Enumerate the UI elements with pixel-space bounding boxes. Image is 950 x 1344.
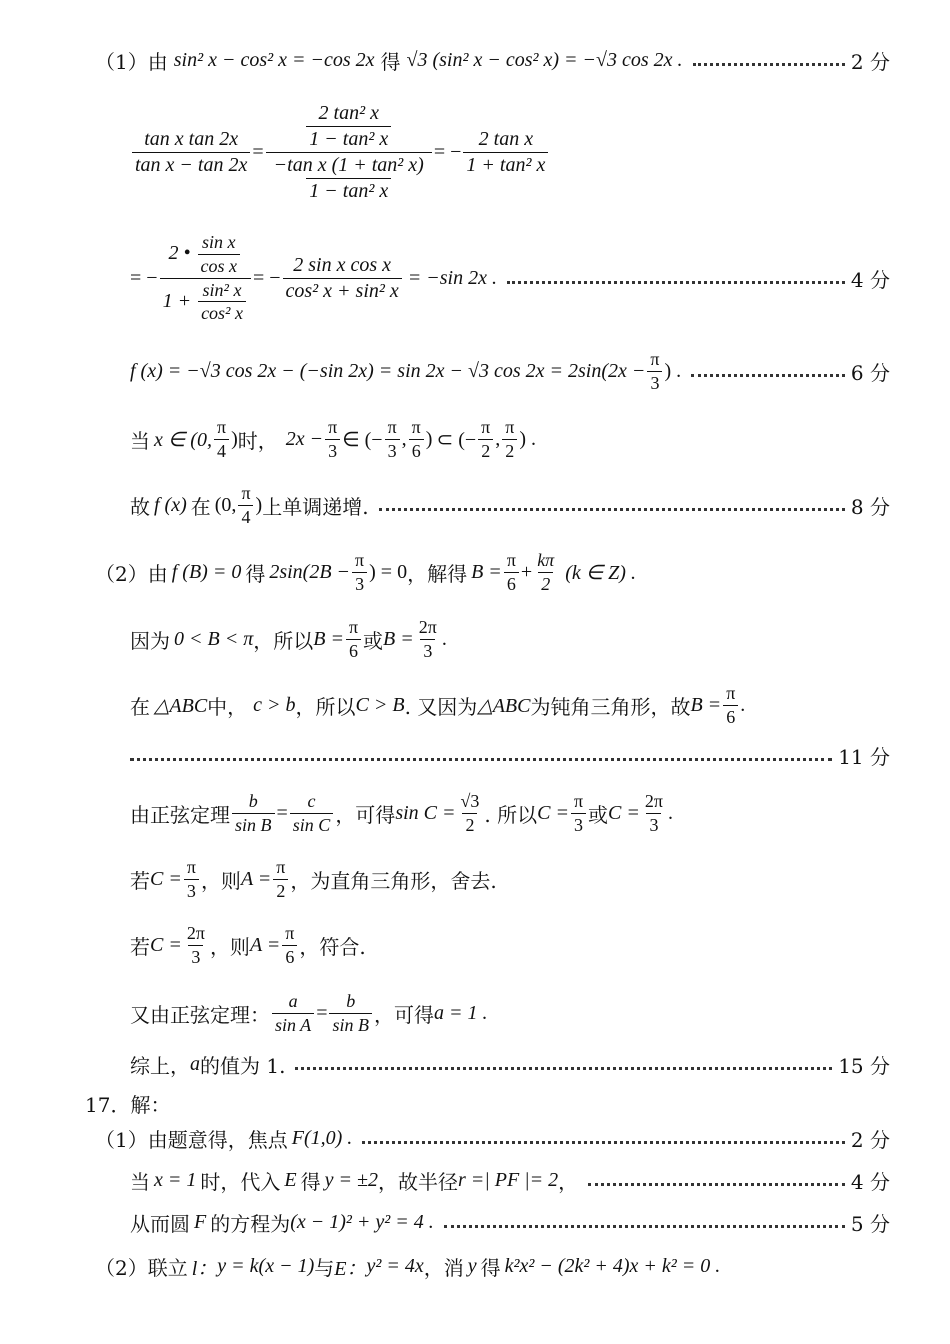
question-17-title: 17．解： [85, 1092, 171, 1117]
comma: ， [558, 1169, 579, 1194]
text-in: 在 [130, 694, 150, 719]
text-fits: ，符合. [299, 934, 366, 959]
rhs1-den: 1 + tan² x [463, 152, 548, 176]
three: 3 [325, 439, 340, 461]
equals-neg-sign: = − [130, 266, 158, 289]
nd-den: 1 − tan² x [306, 178, 391, 202]
text-obtuse: 为钝角三角形，故 [530, 694, 691, 719]
pi-over-6 [409, 418, 424, 461]
p1-fx-line [130, 346, 890, 396]
pi: π [186, 856, 196, 877]
score-15: 15 分 [838, 1053, 890, 1078]
E: E： [334, 1257, 367, 1280]
y-pm-2: y = ±2 [324, 1168, 378, 1191]
text-so: ，所以 [295, 694, 356, 719]
2pi-over-3 [184, 924, 208, 967]
text-because: 因为 [130, 628, 170, 653]
2pi-over-3 [416, 618, 440, 661]
sinA: sin A [272, 1013, 314, 1035]
three: 3 [571, 813, 586, 835]
pi-over-2 [502, 418, 517, 461]
equals-sign: = [276, 801, 288, 824]
p2-line2 [130, 612, 950, 666]
pi: π [355, 549, 365, 570]
score-2: 2 分 [850, 49, 890, 74]
B-eq: B = [313, 627, 344, 650]
mid-den: cos² x + sin² x [283, 278, 402, 302]
sinB: sin B [329, 1013, 372, 1035]
text-dang: 当 [130, 428, 150, 453]
pi-over-3 [325, 418, 340, 461]
r-eq-PF: r =| PF |= 2 [457, 1168, 559, 1191]
sin-cos-fraction [160, 233, 251, 324]
two-x-minus: 2x − [285, 427, 324, 450]
paren: ) [231, 427, 238, 450]
text-zai: 在 [190, 494, 211, 519]
pi: π [726, 682, 736, 703]
text-then: ，则 [200, 868, 241, 893]
three: 3 [385, 439, 400, 461]
fx-expression: f (x) = −√3 cos 2x − (−sin 2x) = sin 2x − √3 cos 2x = 2sin(2x − [130, 359, 646, 382]
pi-over-3 [385, 418, 400, 461]
text-obtain: ，可得 [335, 802, 396, 827]
nn-den: 1 − tan² x [306, 126, 391, 150]
period: . [740, 693, 746, 716]
nested-num [301, 103, 396, 152]
text-if: 若 [130, 868, 150, 893]
sqrt3-over-2 [458, 792, 483, 835]
three: 3 [184, 879, 199, 901]
text-de: 得 [245, 561, 266, 586]
result-neg-sin2x: = −sin 2x . [407, 266, 497, 289]
period: . [667, 801, 673, 824]
two: 2 [502, 439, 517, 461]
p1-thus-line [130, 478, 890, 532]
pi-over-2 [273, 858, 288, 901]
pi-over-6 [723, 684, 738, 727]
p2-case2 [130, 918, 950, 972]
text-de: 得 [480, 1255, 501, 1280]
p1-line1 [95, 40, 890, 80]
sc-num [166, 233, 246, 278]
text-then: ，则 [209, 934, 250, 959]
nested-den-frac [271, 155, 427, 202]
pi-over-4 [238, 484, 253, 527]
pi-over-6 [504, 551, 519, 594]
fB-zero: f (B) = 0 [171, 560, 242, 583]
pi: π [276, 856, 286, 877]
equals-neg-sign: = − [252, 266, 281, 289]
three: 3 [646, 813, 661, 835]
sin-expression: 2sin(2B − [269, 560, 351, 583]
A-eq: A = [249, 933, 281, 956]
lhs-den: tan x − tan 2x [132, 152, 250, 176]
mid-fraction [283, 255, 402, 302]
q17-title [85, 1088, 950, 1118]
x-in: x ∈ (0, [154, 428, 212, 451]
six: 6 [504, 572, 519, 594]
pi-over-3 [184, 858, 199, 901]
c-over-sinC [290, 792, 334, 835]
B-eq: B = [690, 693, 722, 716]
text-sine-law-again: 又由正弦定理： [130, 1002, 270, 1027]
pi-over-2 [478, 418, 493, 461]
equals-neg-sign: = − [433, 140, 462, 163]
B-eq: B = [383, 627, 414, 650]
lhs-num: tan x tan 2x [144, 127, 239, 150]
q17-line2 [130, 1164, 890, 1196]
cos2: cos² x [198, 301, 246, 323]
b: b [248, 790, 258, 811]
text-radius: ，故半径 [377, 1169, 458, 1194]
rhs1-num: 2 tan x [478, 127, 534, 150]
text-value: 的值为 1. [200, 1053, 286, 1078]
a-over-sinA [272, 992, 314, 1035]
sin2: sin² x [202, 279, 242, 300]
C-eq: C = [608, 801, 640, 824]
part2-label: （2） [95, 1255, 148, 1280]
B-eq: B = [471, 560, 502, 583]
kpi-over-2 [534, 551, 557, 594]
score-4: 4 分 [850, 267, 890, 292]
sinC: sin C [290, 813, 334, 835]
three: 3 [352, 572, 367, 594]
text-you: 由 [147, 49, 168, 74]
text-when: 当 [130, 1169, 150, 1194]
two-pi: 2π [644, 790, 663, 811]
text-eliminate: ，消 [423, 1255, 464, 1280]
p2-score-line [130, 740, 890, 770]
equals-sign: = [316, 1001, 328, 1024]
nested-fraction [266, 103, 432, 202]
line-l: l： [191, 1257, 218, 1280]
text-focus: 由题意得，焦点 [147, 1127, 288, 1152]
sinx-cosx [198, 233, 240, 276]
period: . [441, 627, 447, 650]
comma: , [495, 427, 501, 450]
q17-line3 [130, 1206, 890, 1238]
circle-equation: (x − 1)² + y² = 4 . [290, 1210, 434, 1233]
p2-sine-law [130, 786, 950, 840]
plus: + [520, 560, 533, 583]
c: c [307, 790, 316, 811]
a: a [288, 990, 298, 1011]
dot-leader [693, 63, 845, 66]
cosx: cos x [198, 254, 240, 276]
a-var: a [190, 1052, 200, 1075]
dot-leader [588, 1183, 845, 1186]
text-in-summary: 综上， [130, 1053, 190, 1078]
pi-over-3 [352, 551, 367, 594]
pi: π [348, 616, 359, 637]
part2-label: （2） [95, 561, 148, 586]
text-or: 或 [588, 802, 609, 827]
rhs1-fraction [463, 129, 548, 176]
two-dot: 2 • [168, 241, 191, 264]
text-if: 若 [130, 934, 150, 959]
paren: ) [425, 427, 433, 450]
text-increasing: 上单调递增. [262, 494, 369, 519]
dot-leader [444, 1225, 845, 1228]
fx: f (x) [154, 493, 187, 516]
nn-num: 2 tan² x [318, 101, 379, 124]
two: 2 [462, 813, 477, 835]
one-plus: 1 + [162, 289, 192, 312]
text-and: 与 [314, 1255, 335, 1280]
F: F [194, 1210, 207, 1233]
equals-sign: = [252, 140, 264, 163]
text-equation: 的方程为 [210, 1211, 291, 1236]
six: 6 [282, 945, 297, 967]
mid-num: 2 sin x cos x [293, 253, 392, 276]
b-over-sinB [329, 992, 372, 1035]
text-combine: 联立 [147, 1255, 188, 1280]
2pi-over-3 [642, 792, 666, 835]
part1-label: （1） [95, 1127, 148, 1152]
text-substitute: 时，代入 [200, 1169, 281, 1194]
pi: π [481, 416, 491, 437]
p2-sine-law2 [130, 986, 950, 1040]
text-you: 由 [147, 561, 168, 586]
dot-leader [295, 1067, 832, 1070]
four: 4 [214, 439, 229, 461]
six: 6 [346, 639, 361, 661]
y-var: y [467, 1254, 477, 1277]
open-interval: (0, [214, 493, 237, 516]
kpi: kπ [537, 549, 555, 570]
six: 6 [723, 705, 738, 727]
text-sine-law: 由正弦定理 [130, 802, 230, 827]
pi: π [650, 348, 660, 369]
two-pi: 2π [418, 616, 437, 637]
dot-leader [362, 1141, 845, 1144]
pi: π [573, 790, 584, 811]
triangle-ABC: △ABC [154, 694, 208, 717]
eq-zero: ) = 0 [369, 560, 408, 583]
p1-line3 [130, 222, 890, 334]
score-6: 6 分 [850, 360, 890, 385]
line-equation: y = k(x − 1) [217, 1254, 315, 1277]
sinC-eq: sin C = [395, 801, 456, 824]
pi: π [505, 416, 515, 437]
p2-line1 [95, 545, 950, 599]
nested-den [266, 152, 432, 202]
comma: , [401, 427, 407, 450]
dot-leader [691, 374, 845, 377]
four: 4 [238, 505, 253, 527]
C-eq: C = [537, 801, 569, 824]
dot-leader [379, 508, 845, 511]
pi: π [411, 416, 421, 437]
text-obtain: ，可得 [373, 1002, 434, 1027]
paren: ) [255, 493, 263, 516]
text-de: 得 [380, 49, 401, 74]
sinx: sin x [202, 231, 236, 252]
close-paren: ) . [519, 427, 536, 450]
parabola-equation: y² = 4x [366, 1254, 424, 1277]
part1-label: （1） [95, 49, 148, 74]
two-pi: 2π [186, 922, 205, 943]
text-or: 或 [363, 628, 384, 653]
score-8: 8 分 [850, 494, 890, 519]
pi: π [216, 416, 227, 437]
pi: π [387, 416, 397, 437]
dot-leader [130, 758, 832, 761]
p2-case1 [130, 852, 950, 906]
k-in-Z: (k ∈ Z) . [565, 561, 636, 584]
three: 3 [420, 639, 435, 661]
p1-nested-fraction-line [130, 92, 950, 212]
focus-F: F(1,0) . [291, 1126, 353, 1149]
sc-den [160, 278, 251, 324]
pi-over-3 [571, 792, 586, 835]
sinB: sin B [232, 813, 275, 835]
lhs-fraction [132, 129, 250, 176]
score-5: 5 分 [850, 1211, 890, 1236]
c-gt-b: c > b [253, 693, 296, 716]
identity-math: sin² x − cos² x = −cos 2x [173, 48, 375, 71]
score-4: 4 分 [850, 1169, 890, 1194]
pi-over-6 [282, 924, 297, 967]
C-eq: C = [150, 933, 182, 956]
text-de: 得 [300, 1169, 321, 1194]
text-circle: 从而圆 [130, 1211, 190, 1236]
pi-over-3 [647, 350, 662, 393]
nested-num-frac [306, 103, 391, 150]
quadratic-equation: k²x² − (2k² + 4)x + k² = 0 . [504, 1254, 721, 1277]
b: b [346, 990, 356, 1011]
in-neg: ∈ (− [342, 428, 383, 451]
text-discard: ，为直角三角形，舍去. [290, 868, 497, 893]
q17-line1 [95, 1122, 890, 1154]
pi-over-4 [214, 418, 229, 461]
text-so: . 所以 [484, 802, 538, 827]
pi: π [506, 549, 516, 570]
x-eq-1: x = 1 [154, 1168, 197, 1191]
p2-line3 [130, 678, 950, 732]
score-11: 11 分 [838, 744, 890, 769]
text-middle: 中， [207, 694, 248, 719]
b-over-sinB [232, 792, 275, 835]
two: 2 [273, 879, 288, 901]
six: 6 [409, 439, 424, 461]
pi: π [285, 922, 295, 943]
text-shi: 时， [237, 428, 278, 453]
a-eq-1: a = 1 . [433, 1001, 488, 1024]
C-gt-B: C > B [355, 693, 405, 716]
two: 2 [538, 572, 553, 594]
three: 3 [188, 945, 203, 967]
p1-when-line [130, 412, 950, 466]
score-2: 2 分 [850, 1127, 890, 1152]
text-gu: 故 [130, 494, 150, 519]
A-eq: A = [240, 867, 272, 890]
identity-result-math: √3 (sin² x − cos² x) = −√3 cos 2x . [406, 48, 683, 71]
two: 2 [478, 439, 493, 461]
nd-num: −tan x (1 + tan² x) [273, 153, 424, 176]
close-paren: ) . [664, 359, 682, 382]
text-also: . 又因为 [404, 694, 478, 719]
sin2-cos2 [198, 281, 246, 324]
sqrt3: √3 [460, 790, 480, 811]
p2-conclusion [130, 1048, 890, 1080]
three: 3 [647, 371, 662, 393]
subset-neg: ⊂ (− [436, 428, 477, 451]
text-so: ，所以 [253, 628, 314, 653]
triangle-ABC: △ABC [477, 694, 531, 717]
dot-leader [507, 281, 845, 284]
C-eq: C = [150, 867, 182, 890]
B-range: 0 < B < π [174, 627, 254, 650]
pi: π [328, 416, 338, 437]
q17-part2 [95, 1250, 950, 1282]
pi: π [241, 482, 251, 503]
pi-over-6 [346, 618, 361, 661]
E: E [284, 1168, 297, 1191]
text-solve: ，解得 [407, 561, 468, 586]
